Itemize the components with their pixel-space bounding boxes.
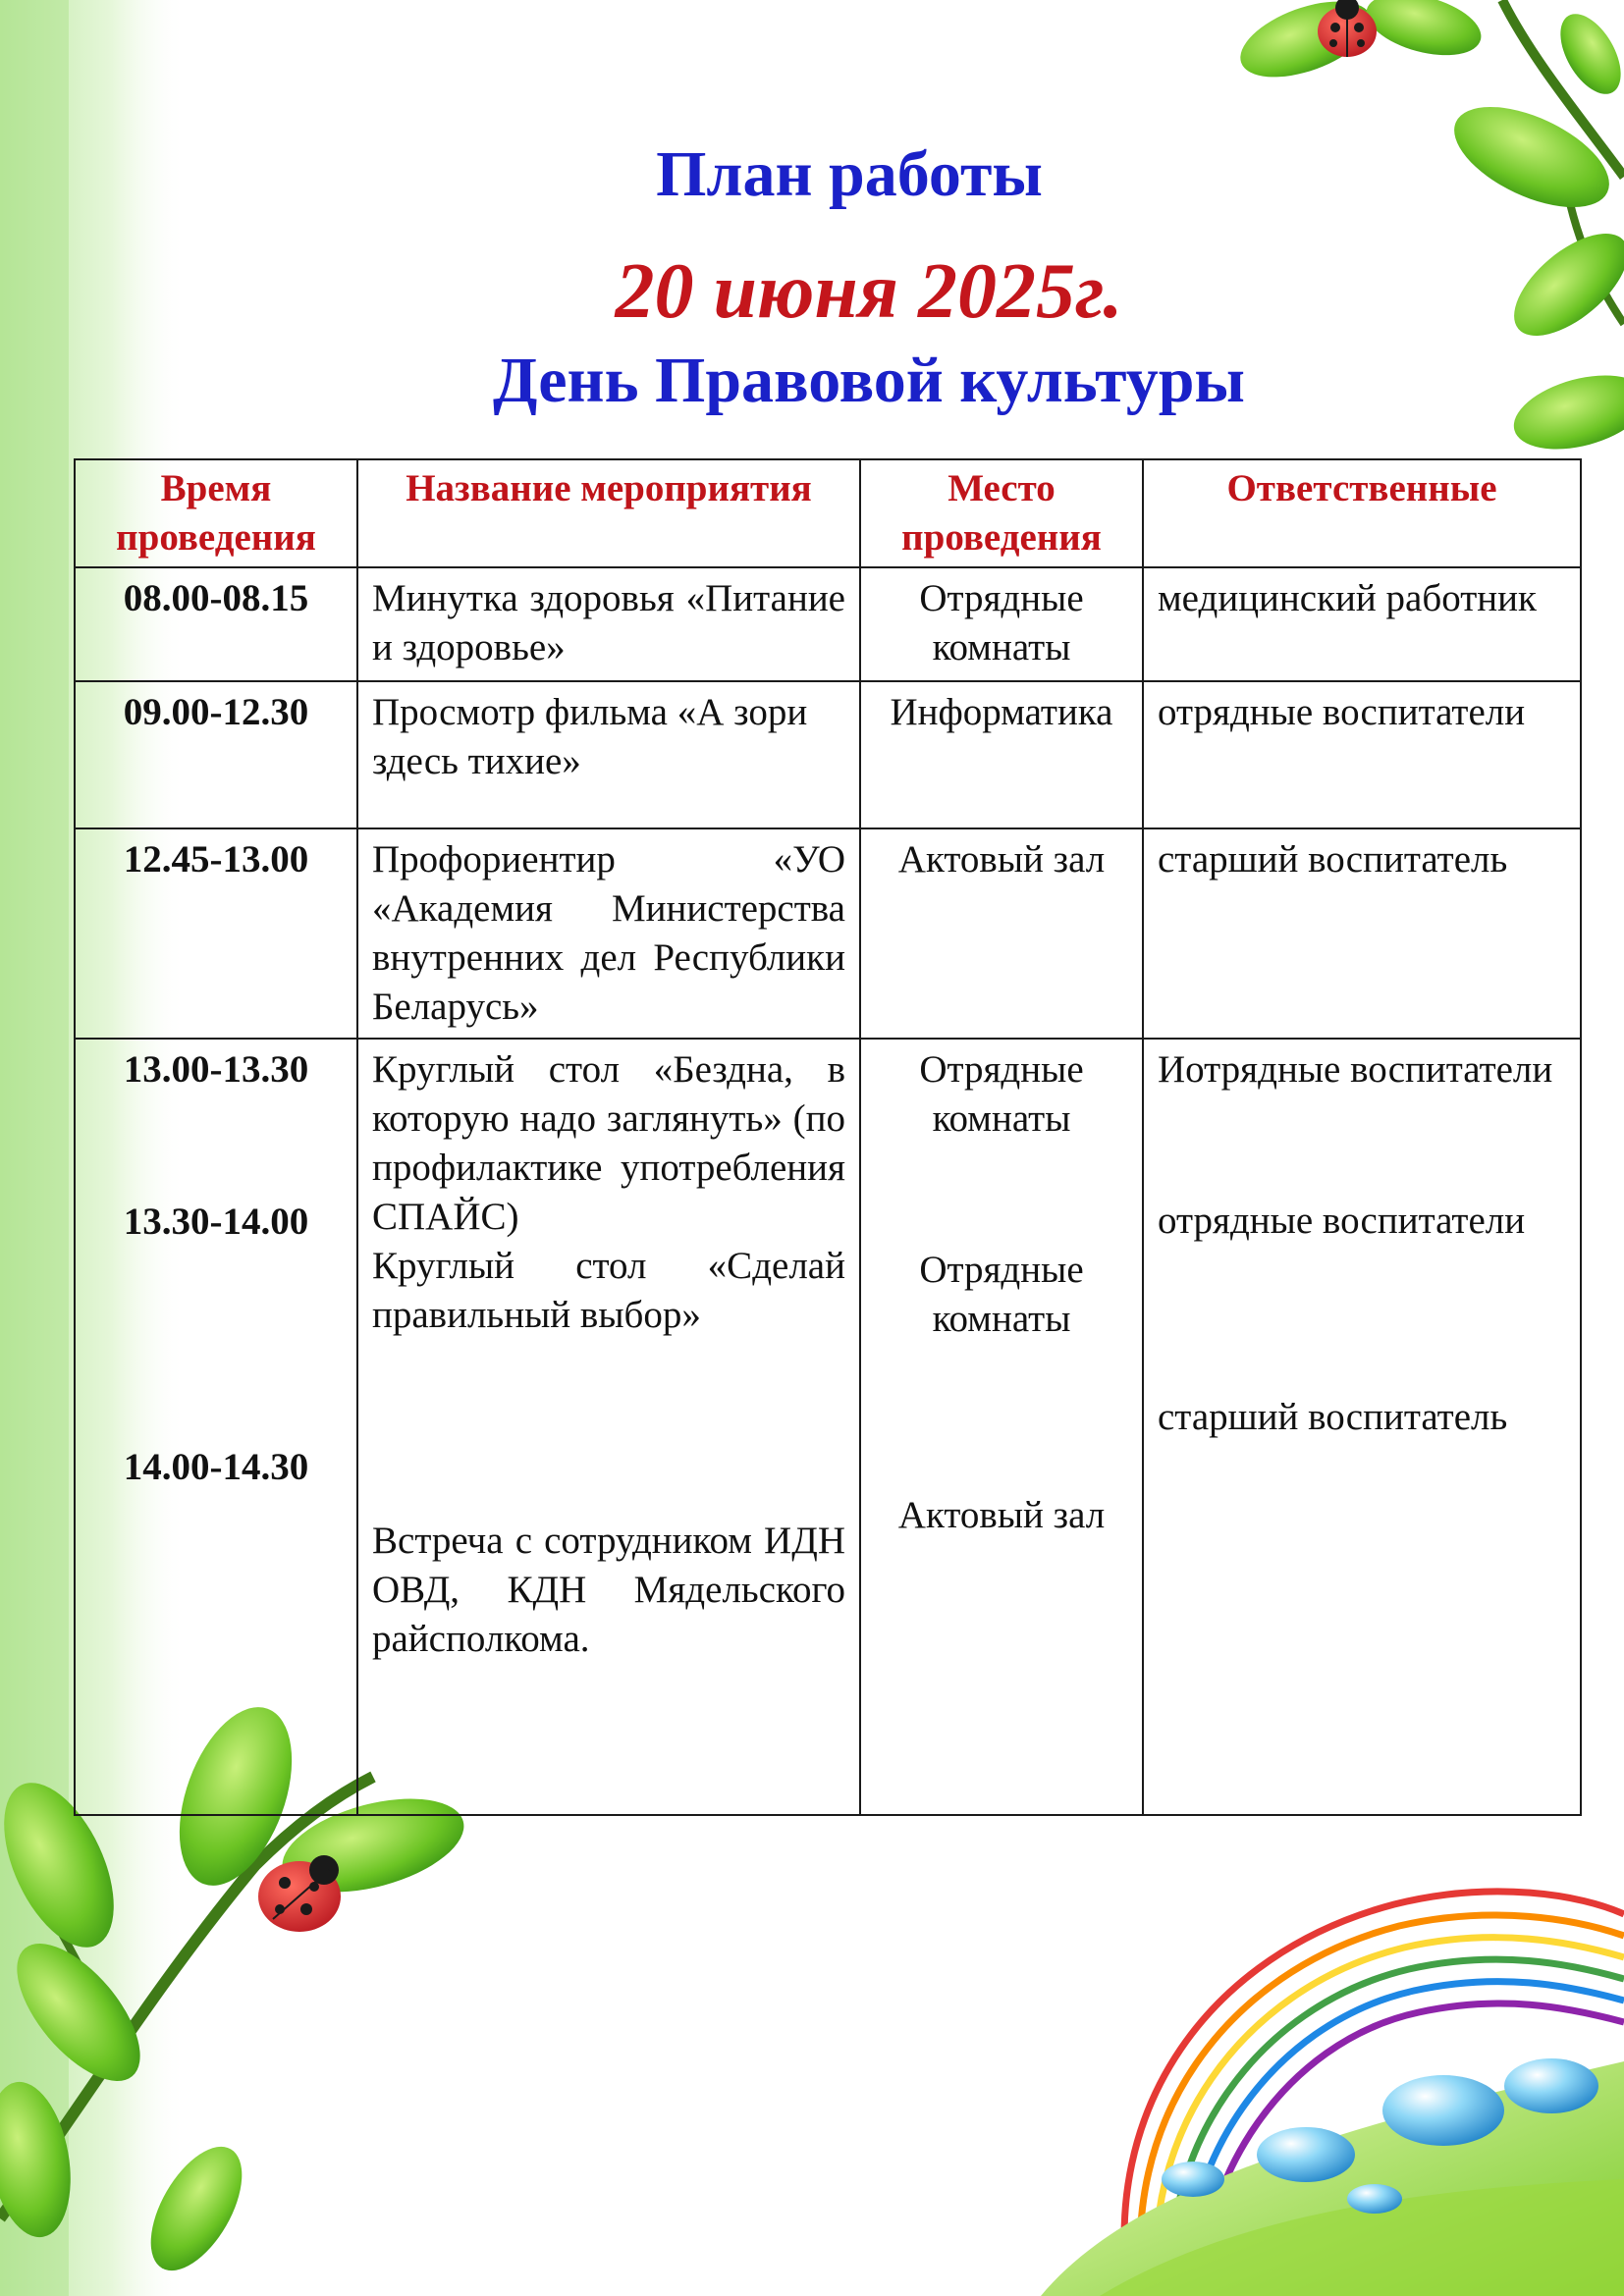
place-item: Отрядные комнаты bbox=[919, 1048, 1084, 1140]
responsible-cell: медицинский работник bbox=[1143, 567, 1581, 681]
event-item: Круглый стол «Бездна, в которую надо заглянуть» (по профилактике употребления СПАЙС) bbox=[372, 1048, 845, 1238]
header-responsible: Ответственные bbox=[1143, 459, 1581, 567]
responsible-item: старший воспитатель bbox=[1158, 1396, 1508, 1438]
responsible-cell bbox=[1143, 1039, 1581, 1815]
time-slot: 13.30-14.00 bbox=[123, 1201, 309, 1243]
event-cell: Минутка здоровья «Питание и здоровье» bbox=[357, 567, 860, 681]
place-cell bbox=[860, 1039, 1143, 1815]
event-cell: Просмотр фильма «А зори здесь тихие» bbox=[357, 681, 860, 828]
schedule-table bbox=[74, 458, 1582, 1816]
table-row bbox=[75, 828, 1581, 1039]
time-cell: 12.45-13.00 bbox=[75, 828, 357, 1039]
time-cell bbox=[75, 1039, 357, 1815]
time-slot: 13.00-13.30 bbox=[123, 1048, 309, 1091]
time-cell: 09.00-12.30 bbox=[75, 681, 357, 828]
header-place: Место проведения bbox=[860, 459, 1143, 567]
header-event: Название мероприятия bbox=[357, 459, 860, 567]
event-cell: Профориентир «УО «Академия Министерства внутренних дел Республики Беларусь» bbox=[357, 828, 860, 1039]
place-item: Актовый зал bbox=[897, 1494, 1106, 1536]
place-cell: Информатика bbox=[860, 681, 1143, 828]
responsible-cell: старший воспитатель bbox=[1143, 828, 1581, 1039]
theme-heading: День Правовой культуры bbox=[493, 345, 1245, 416]
header-time: Время проведения bbox=[75, 459, 357, 567]
responsible-item: отрядные воспитатели bbox=[1158, 1200, 1526, 1242]
place-cell: Отрядные комнаты bbox=[860, 567, 1143, 681]
place-item: Отрядные комнаты bbox=[919, 1249, 1084, 1340]
time-cell: 08.00-08.15 bbox=[75, 567, 357, 681]
place-cell: Актовый зал bbox=[860, 828, 1143, 1039]
date-heading: 20 июня 2025г. bbox=[615, 248, 1123, 335]
table-row bbox=[75, 567, 1581, 681]
table-row bbox=[75, 1039, 1581, 1815]
page-title: План работы bbox=[656, 138, 1043, 210]
time-slot: 14.00-14.30 bbox=[123, 1446, 309, 1488]
table-header-row bbox=[75, 459, 1581, 567]
event-cell bbox=[357, 1039, 860, 1815]
responsible-cell: отрядные воспитатели bbox=[1143, 681, 1581, 828]
event-item: Круглый стол «Сделай правильный выбор» bbox=[372, 1245, 845, 1336]
responsible-item: Иотрядные воспитатели bbox=[1158, 1048, 1553, 1091]
event-item: Встреча с сотрудником ИДН ОВД, КДН Мядельского райсполкома. bbox=[372, 1520, 845, 1660]
table-row bbox=[75, 681, 1581, 828]
